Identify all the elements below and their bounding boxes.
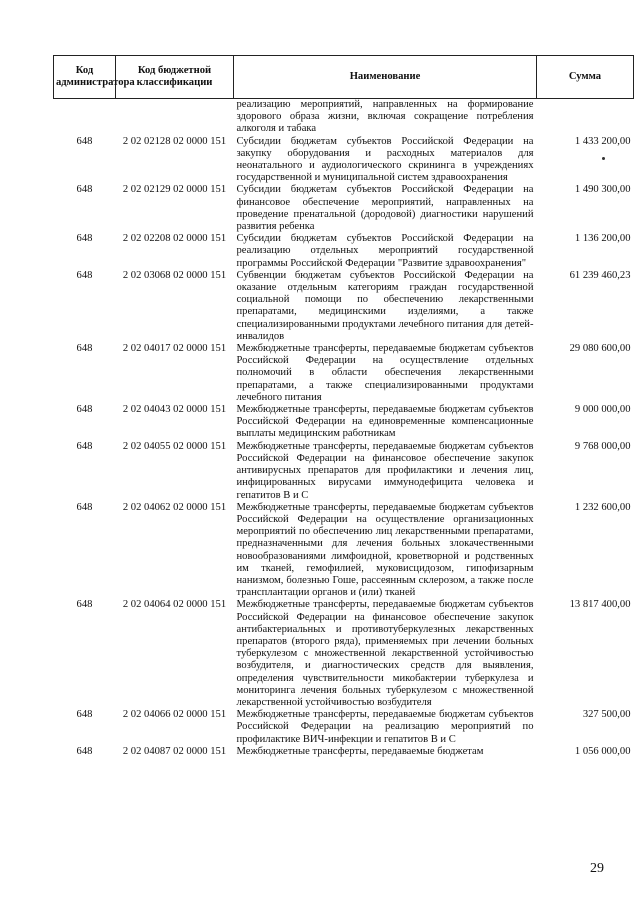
sum-cell [537,99,634,136]
admin-code-cell: 648 [76,184,93,196]
sum-cell: 9 768 000,00 [574,440,631,452]
sum-cell: 13 817 400,00 [569,599,631,611]
table-row [54,404,634,441]
budget-code-cell: 2 02 04055 02 0000 151 [122,440,227,452]
sum-cell: 61 239 460,23 [569,269,631,281]
budget-code-cell: 2 02 02208 02 0000 151 [122,233,227,245]
sum-cell: 1 232 600,00 [574,501,631,513]
name-cell: Межбюджетные трансферты, передаваемые бюджетам субъектов Российской Федерации на осуществление организационных мероприятий по обеспечению лиц лекарственными препаратами, предназначенными для лечения больных злокачественными новообразованиями лимфоидной, кроветворной и родственных им тканей, гемофилией, муковисцидозом, гипофизарным нанизмом, болезнью Гоше, рассеянным склерозом, а также после трансплантации органов и (или) тканей [236,501,534,599]
admin-code-cell [54,99,116,136]
budget-code-cell: 2 02 04064 02 0000 151 [122,599,227,611]
table-body [54,99,634,758]
name-cell: Субсидии бюджетам субъектов Российской Федерации на реализацию отдельных мероприятий государственной программы Российской Федерации "Развитие здравоохранения" [236,233,534,269]
admin-code-cell: 648 [76,440,93,452]
table-row [54,184,634,233]
admin-code-cell: 648 [76,135,93,147]
name-cell: Субсидии бюджетам субъектов Российской Федерации на закупку оборудования и расходных материалов для неонатального и аудиологического скрининга в учреждениях государственной и муниципальной систем здравоохранения [236,135,534,184]
sum-cell: 1 490 300,00 [574,184,631,196]
name-cell: Межбюджетные трансферты, передаваемые бюджетам субъектов Российской Федерации на осуществление отдельных полномочий в области обеспечения лекарственными препаратами, а также специализированными продуктами лечебного питания [236,343,534,403]
table-row [54,136,634,185]
name-cell: Межбюджетные трансферты, передаваемые бюджетам субъектов Российской Федерации на единовременные компенсационные выплаты медицинским работникам [236,404,534,440]
sum-cell: 1 056 000,00 [574,745,631,757]
name-cell: реализацию мероприятий, направленных на формирование здорового образа жизни, включая сокращение потребления алкоголя и табака [236,99,534,135]
table-row [54,99,634,136]
admin-code-cell: 648 [76,343,93,355]
header-admin-code: Код администратора [54,56,116,99]
table-row [54,343,634,404]
header-sum: Сумма [537,56,634,99]
admin-code-cell: 648 [76,709,93,721]
sum-cell: 327 500,00 [582,709,631,721]
sum-cell: 1 433 200,00 [574,135,631,147]
budget-code-cell: 2 02 03068 02 0000 151 [122,269,227,281]
budget-table [53,55,634,758]
table-header [54,56,634,99]
sum-cell: 29 080 600,00 [569,343,631,355]
budget-code-cell: 2 02 04062 02 0000 151 [122,501,227,513]
page-number: 29 [590,861,604,876]
name-cell: Субвенции бюджетам субъектов Российской Федерации на оказание отдельным категориям граждан государственной социальной помощи по обеспечению лекарственными препаратами, медицинскими изделиями, а также специализированными продуктами лечебного питания для детей-инвалидов [236,269,534,342]
budget-code-cell: 2 02 02128 02 0000 151 [122,135,227,147]
table-row [54,746,634,758]
admin-code-cell: 648 [76,404,93,416]
header-name: Наименование [234,56,537,99]
scan-speck [602,157,605,160]
table-row [54,502,634,600]
admin-code-cell: 648 [76,501,93,513]
table-row [54,599,634,709]
table-row [54,709,634,746]
budget-code-cell: 2 02 04043 02 0000 151 [122,404,227,416]
sum-cell: 9 000 000,00 [574,404,631,416]
name-cell: Межбюджетные трансферты, передаваемые бюджетам [236,745,484,757]
header-budget-code: Код бюджетной классификации [116,56,234,99]
name-cell: Межбюджетные трансферты, передаваемые бюджетам субъектов Российской Федерации на финансовое обеспечение закупок антивирусных препаратов для профилактики и лечения лиц, инфицированных вирусами иммунодефицита человека и гепатитов В и С [236,440,534,501]
admin-code-cell: 648 [76,599,93,611]
table-row [54,441,634,502]
budget-code-cell: 2 02 04087 02 0000 151 [122,745,227,757]
table-row [54,270,634,343]
admin-code-cell: 648 [76,269,93,281]
name-cell: Межбюджетные трансферты, передаваемые бюджетам субъектов Российской Федерации на финансовое обеспечение закупок антибактериальных и противотуберкулезных лекарственных препаратов (второго ряда), применяемых при лечении больных туберкулезом с множественной лекарственной устойчивостью возбудителя, и диагностических средств для выявления, определения чувствительности микобактерии туберкулеза и мониторинга лечения больных туберкулезом с множественной лекарственной устойчивостью возбудителя [236,599,534,708]
admin-code-cell: 648 [76,233,93,245]
admin-code-cell: 648 [76,745,93,757]
budget-code-cell: 2 02 04066 02 0000 151 [122,709,227,721]
sum-cell: 1 136 200,00 [574,233,631,245]
budget-code-cell: 2 02 02129 02 0000 151 [122,184,227,196]
budget-code-cell [116,99,234,136]
name-cell: Субсидии бюджетам субъектов Российской Федерации на финансовое обеспечение мероприятий, направленных на проведение пренатальной (дородовой) диагностики нарушений развития ребенка [236,184,534,233]
table-row [54,233,634,270]
budget-code-cell: 2 02 04017 02 0000 151 [122,343,227,355]
name-cell: Межбюджетные трансферты, передаваемые бюджетам субъектов Российской Федерации на реализацию мероприятий по профилактике ВИЧ-инфекции и гепатитов В и С [236,709,534,745]
